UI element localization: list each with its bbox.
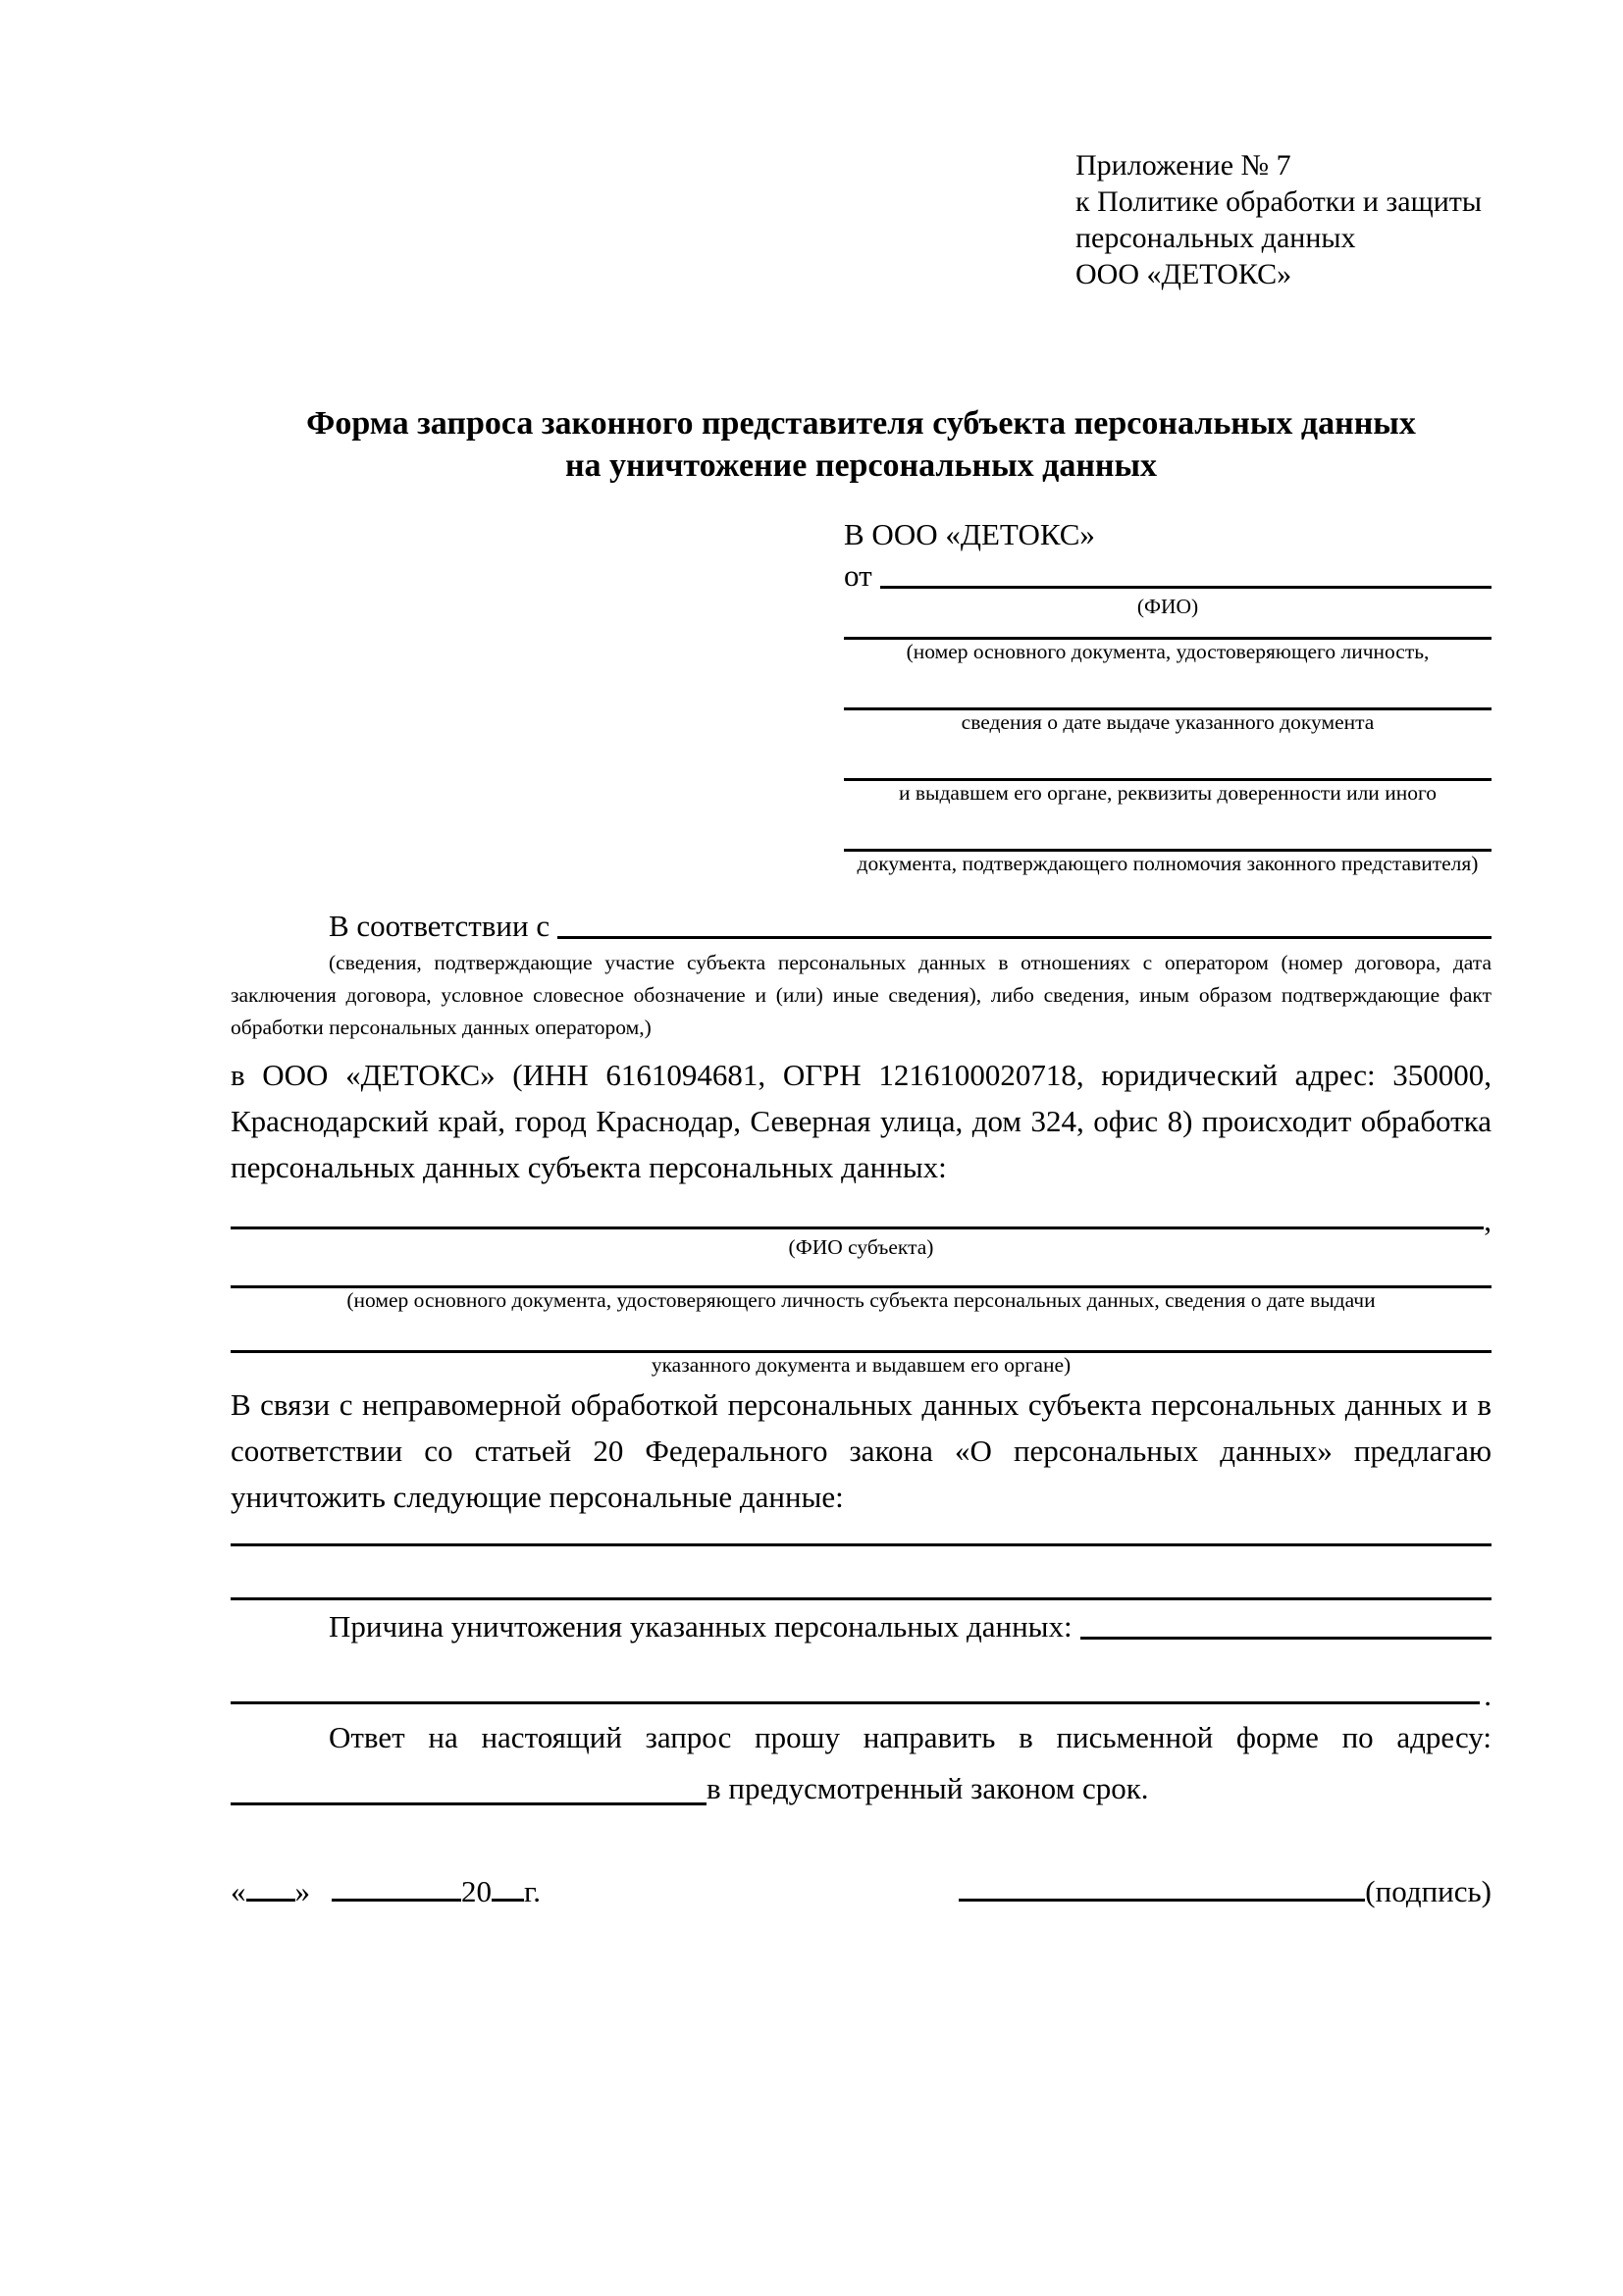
reason-row [231,1606,1492,1645]
reason-continuation-row [231,1671,1492,1710]
subject-fio-caption: (ФИО субъекта) [788,1235,934,1259]
date-signature-row [231,1874,1492,1909]
document-title-line-1: Форма запроса законного представителя субъекта персональных данных [306,405,1416,442]
personal-data-blank-line-2 [231,1597,1492,1600]
reply-paragraph: Ответ на настоящий запрос прошу направить в письменной форме по адресу: [329,1720,1492,1754]
representative-doc-caption-1: (номер основного документа, удостоверяющего личность, [906,640,1430,663]
reply-address-line [231,1802,707,1805]
signature-line [959,1899,1365,1902]
date-group [231,1874,541,1909]
reply-tail-text: в предусмотренный законом срок. [707,1771,1149,1805]
signature-caption: (подпись) [1365,1874,1492,1908]
appendix-line-2: к Политике обработки и защиты [1075,185,1483,218]
date-year-prefix: 20 [461,1874,492,1908]
date-year-line [492,1899,524,1902]
date-month-line [332,1899,461,1902]
subject-fio-row [231,1198,1492,1235]
reason-fill-line [1080,1637,1492,1640]
date-day-line [246,1899,295,1902]
representative-doc-caption-2: сведения о дате выдаче указанного документа [961,710,1375,734]
subject-doc-caption-1: (номер основного документа, удостоверяющего личность субъекта персональных данных, сведения о дате выдачи [346,1288,1376,1312]
date-quote-open: « [231,1874,246,1908]
addressee-to: В ООО «ДЕТОКС» [844,517,1095,551]
subject-fio-comma: , [1484,1203,1492,1237]
from-label: от [844,558,872,593]
representative-doc-caption-4: документа, подтверждающего полномочия законного представителя) [857,852,1479,875]
personal-data-blank-line-1 [231,1543,1492,1546]
document-title-line-2: на уничтожение персональных данных [564,447,1158,484]
signature-group [959,1874,1492,1909]
from-row [844,555,1492,595]
subject-fio-line [231,1226,1484,1229]
appendix-line-1: Приложение № 7 [1075,149,1291,182]
destruction-paragraph: В связи с неправомерной обработкой персональных данных субъекта персональных данных и в соответствии со статьей 20 Федерального закона «О персональных данных» предлагаю уничтожить следующие персональные данные: [231,1387,1492,1514]
reason-label: Причина уничтожения указанных персональных данных: [329,1609,1073,1644]
appendix-line-4: ООО «ДЕТОКС» [1075,258,1292,290]
accordance-note: (сведения, подтверждающие участие субъекта персональных данных в отношениях с оператором (номер договора, дата заключения договора, условное словесное обозначение и (или) иные сведения), либо сведения, иным образом подтверждающие факт обработки персональных данных оператором,) [231,951,1492,1039]
reason-period: . [1484,1678,1492,1712]
reply-address-row [231,1764,1492,1811]
date-quote-close: » [294,1874,310,1908]
reason-continuation-line [231,1701,1480,1704]
addressee-block [844,516,1492,876]
accordance-lead: В соответствии с [329,909,550,943]
fio-caption: (ФИО) [1136,595,1199,618]
appendix-line-3: персональных данных [1075,222,1356,254]
appendix-block [1075,147,1492,292]
accordance-row [231,906,1492,945]
accordance-fill-line [557,936,1492,939]
date-year-suffix: г. [524,1874,541,1908]
subject-doc-caption-2: указанного документа и выдавшем его органе) [651,1353,1072,1377]
representative-doc-caption-3: и выдавшем его органе, реквизиты доверенности или иного [899,781,1437,805]
operator-paragraph: в ООО «ДЕТОКС» (ИНН 6161094681, ОГРН 1216100020718, юридический адрес: 350000, Краснодарский край, город Краснодар, Северная улица, дом 324, офис 8) происходит обработка персональных данных субъекта персональных данных: [231,1058,1492,1184]
document-title [231,402,1492,487]
from-fill-line [880,586,1492,589]
